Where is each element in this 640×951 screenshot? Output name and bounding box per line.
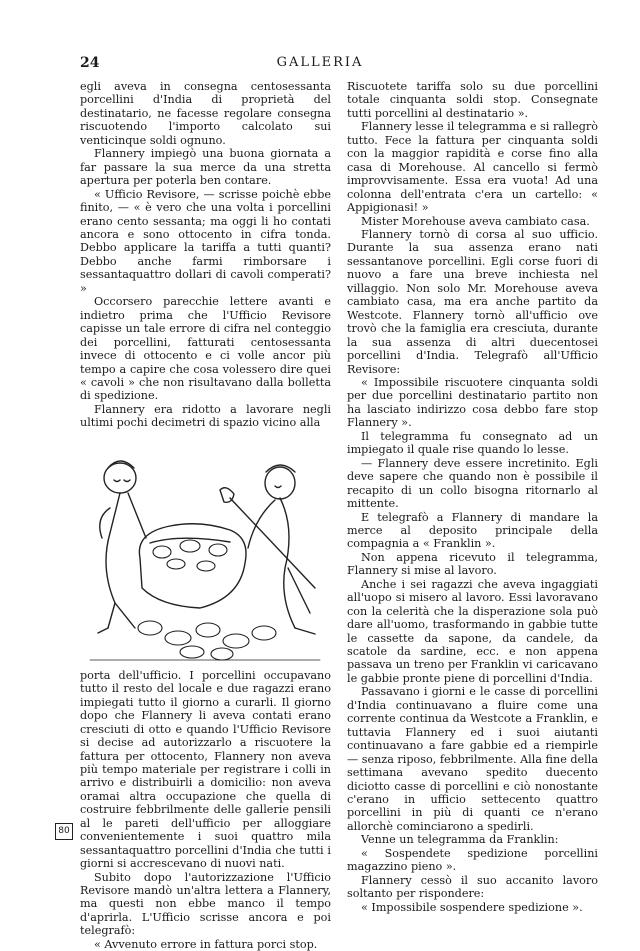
paragraph: « Sospendete spedizione porcellini magazzino pieno ». <box>347 846 598 874</box>
right-column <box>347 80 598 914</box>
paragraph: Non appena ricevuto il telegramma, Flannery si mise al lavoro. <box>347 550 598 578</box>
paragraph: Flannery impiegò una buona giornata a far passare la sua merce da una stretta apertura per poterla ben contare. <box>80 147 331 188</box>
paragraph: Mister Morehouse aveva cambiato casa. <box>361 214 590 228</box>
paragraph: « Impossibile riscuotere cinquanta soldi per due porcellini destinatario partito non ha lasciato indirizzo cosa debbo fare stop Flannery ». <box>347 375 598 430</box>
paragraph: Flannery cessò il suo accanito lavoro soltanto per rispondere: <box>347 873 598 901</box>
paragraph: — Flannery deve essere incretinito. Egli deve sapere che quando non è possibile il recapito di un collo bisogna ritornarlo al mittente. <box>347 456 598 511</box>
paragraph: Flannery lesse il telegramma e si rallegrò tutto. Fece la fattura per cinquanta soldi con la maggior rapidità e corse fino alla casa di Morehouse. Al cancello si fermò improvvisamente. Essa era vuota! Ad una colonna dell'entrata c'era un cartello: « Appigionasi! » <box>347 120 598 215</box>
paragraph: Passavano i giorni e le casse di porcellini d'India continuavano a fluire come una corrente continua da Westcote a Franklin, e tuttavia Flannery ed i suoi aiutanti continuavano a fare gabbie ed a riempirle — senza riposo, febbrilmente. Alla fine della settimana avevano spedito duecento diciotto casse di porcellini e ciò nonostante c'erano in ufficio settecento quattro porcellini in più di quanti ce n'erano allorchè cominciarono a spedirli. <box>347 685 599 833</box>
paragraph: Occorsero parecchie lettere avanti e indietro prima che l'Ufficio Revisore capisse un tale errore di cifra nel conteggio dei porcellini, fatturati centosessanta invece di ottocento e ci volle ancor più tempo a capire che cosa volessero dire quei « cavoli » che non risultavano dalla bolletta di spedizione. <box>80 295 331 403</box>
paragraph: « Avvenuto errore in fattura porci stop. <box>94 937 318 951</box>
paragraph: Flannery era ridotto a lavorare negli ultimi pochi decimetri di spazio vicino alla <box>80 402 331 430</box>
paragraph: Subito dopo l'autorizzazione l'Ufficio Revisore mandò un'altra lettera a Flannery, ma questi non ebbe manco il tempo d'aprirla. L'Ufficio scrisse ancora e poi telegrafò: <box>80 870 331 938</box>
paragraph: Flannery tornò di corsa al suo ufficio. Durante la sua assenza erano nati sessantanove porcellini. Egli corse fuori di nuovo a fare una breve inchiesta nel villaggio. Non solo Mr. Morehouse aveva cambiato casa, ma era anche partito da Westcote. Flannery tornò all'ufficio ove trovò che la famiglia era cresciuta, durante la sua assenza di altri duecentosei porcellini d'India. Telegrafò all'Ufficio Revisore: <box>347 227 598 376</box>
paragraph: Riscuotete tariffa solo su due porcellini totale cinquanta soldi stop. Consegnate tutti porcellini al destinatario ». <box>347 80 598 120</box>
running-head: GALLERIA <box>276 55 364 70</box>
paragraph: egli aveva in consegna centosessanta porcellini d'India di proprietà del destinatario, ne facesse regolare consegna riscuotendo l'importo calcolato sui venticinque soldi ognuno. <box>80 80 331 147</box>
left-column <box>80 80 331 951</box>
illustration-men-with-guinea-pigs <box>80 438 331 663</box>
folio-number-box: 80 <box>55 823 73 840</box>
paragraph: Venne un telegramma da Franklin: <box>361 833 559 847</box>
paragraph: E telegrafò a Flannery di mandare la merce al deposito principale della compagnia a « Franklin ». <box>347 510 598 551</box>
page-number: 24 <box>80 55 100 71</box>
paragraph: « Impossibile sospendere spedizione ». <box>361 900 583 914</box>
paragraph: Il telegramma fu consegnato ad un impiegato il quale rise quando lo lesse. <box>347 429 598 457</box>
paragraph: Anche i sei ragazzi che aveva ingaggiati all'uopo si misero al lavoro. Essi lavoravano con la celerità che la disperazione sola può dare all'uomo, trasformando in gabbie tutte le cassette da sapone, da candele, da scatole da sardine, ecc. e non appena passava un treno per Franklin vi caricavano le gabbie pronte piene di porcellini d'India. <box>347 577 598 685</box>
paragraph: porta dell'ufficio. I porcellini occupavano tutto il resto del locale e due ragazzi erano impiegati tutto il giorno a curarli. Il giorno dopo che Flannery li aveva contati erano cresciuti di otto e quando l'Ufficio Revisore si decise ad autorizzarlo a riscuotere la fattura per ottocento, Flannery non aveva più tempo materiale per registrare i colli in arrivo e distribuirli a domicilio: non aveva oramai altra occupazione che quella di costruire febbrilmente delle gallerie pensili al le pareti dell'ufficio per alloggiare convenientemente i suoi quattro mila sessantaquattro porcellini d'India che tutti i giorni si accrescevano di nuovi nati. <box>80 668 331 871</box>
paragraph: « Ufficio Revisore, — scrisse poichè ebbe finito, — « è vero che una volta i porcellini erano cento sessanta; ma oggi li ho contati ancora e sono ottocento in cifra tonda. Debbo applicare la tariffa a tutti quanti? Debbo anche farmi rimborsare i sessantaquattro dollari di cavoli comperati? » <box>80 187 331 295</box>
